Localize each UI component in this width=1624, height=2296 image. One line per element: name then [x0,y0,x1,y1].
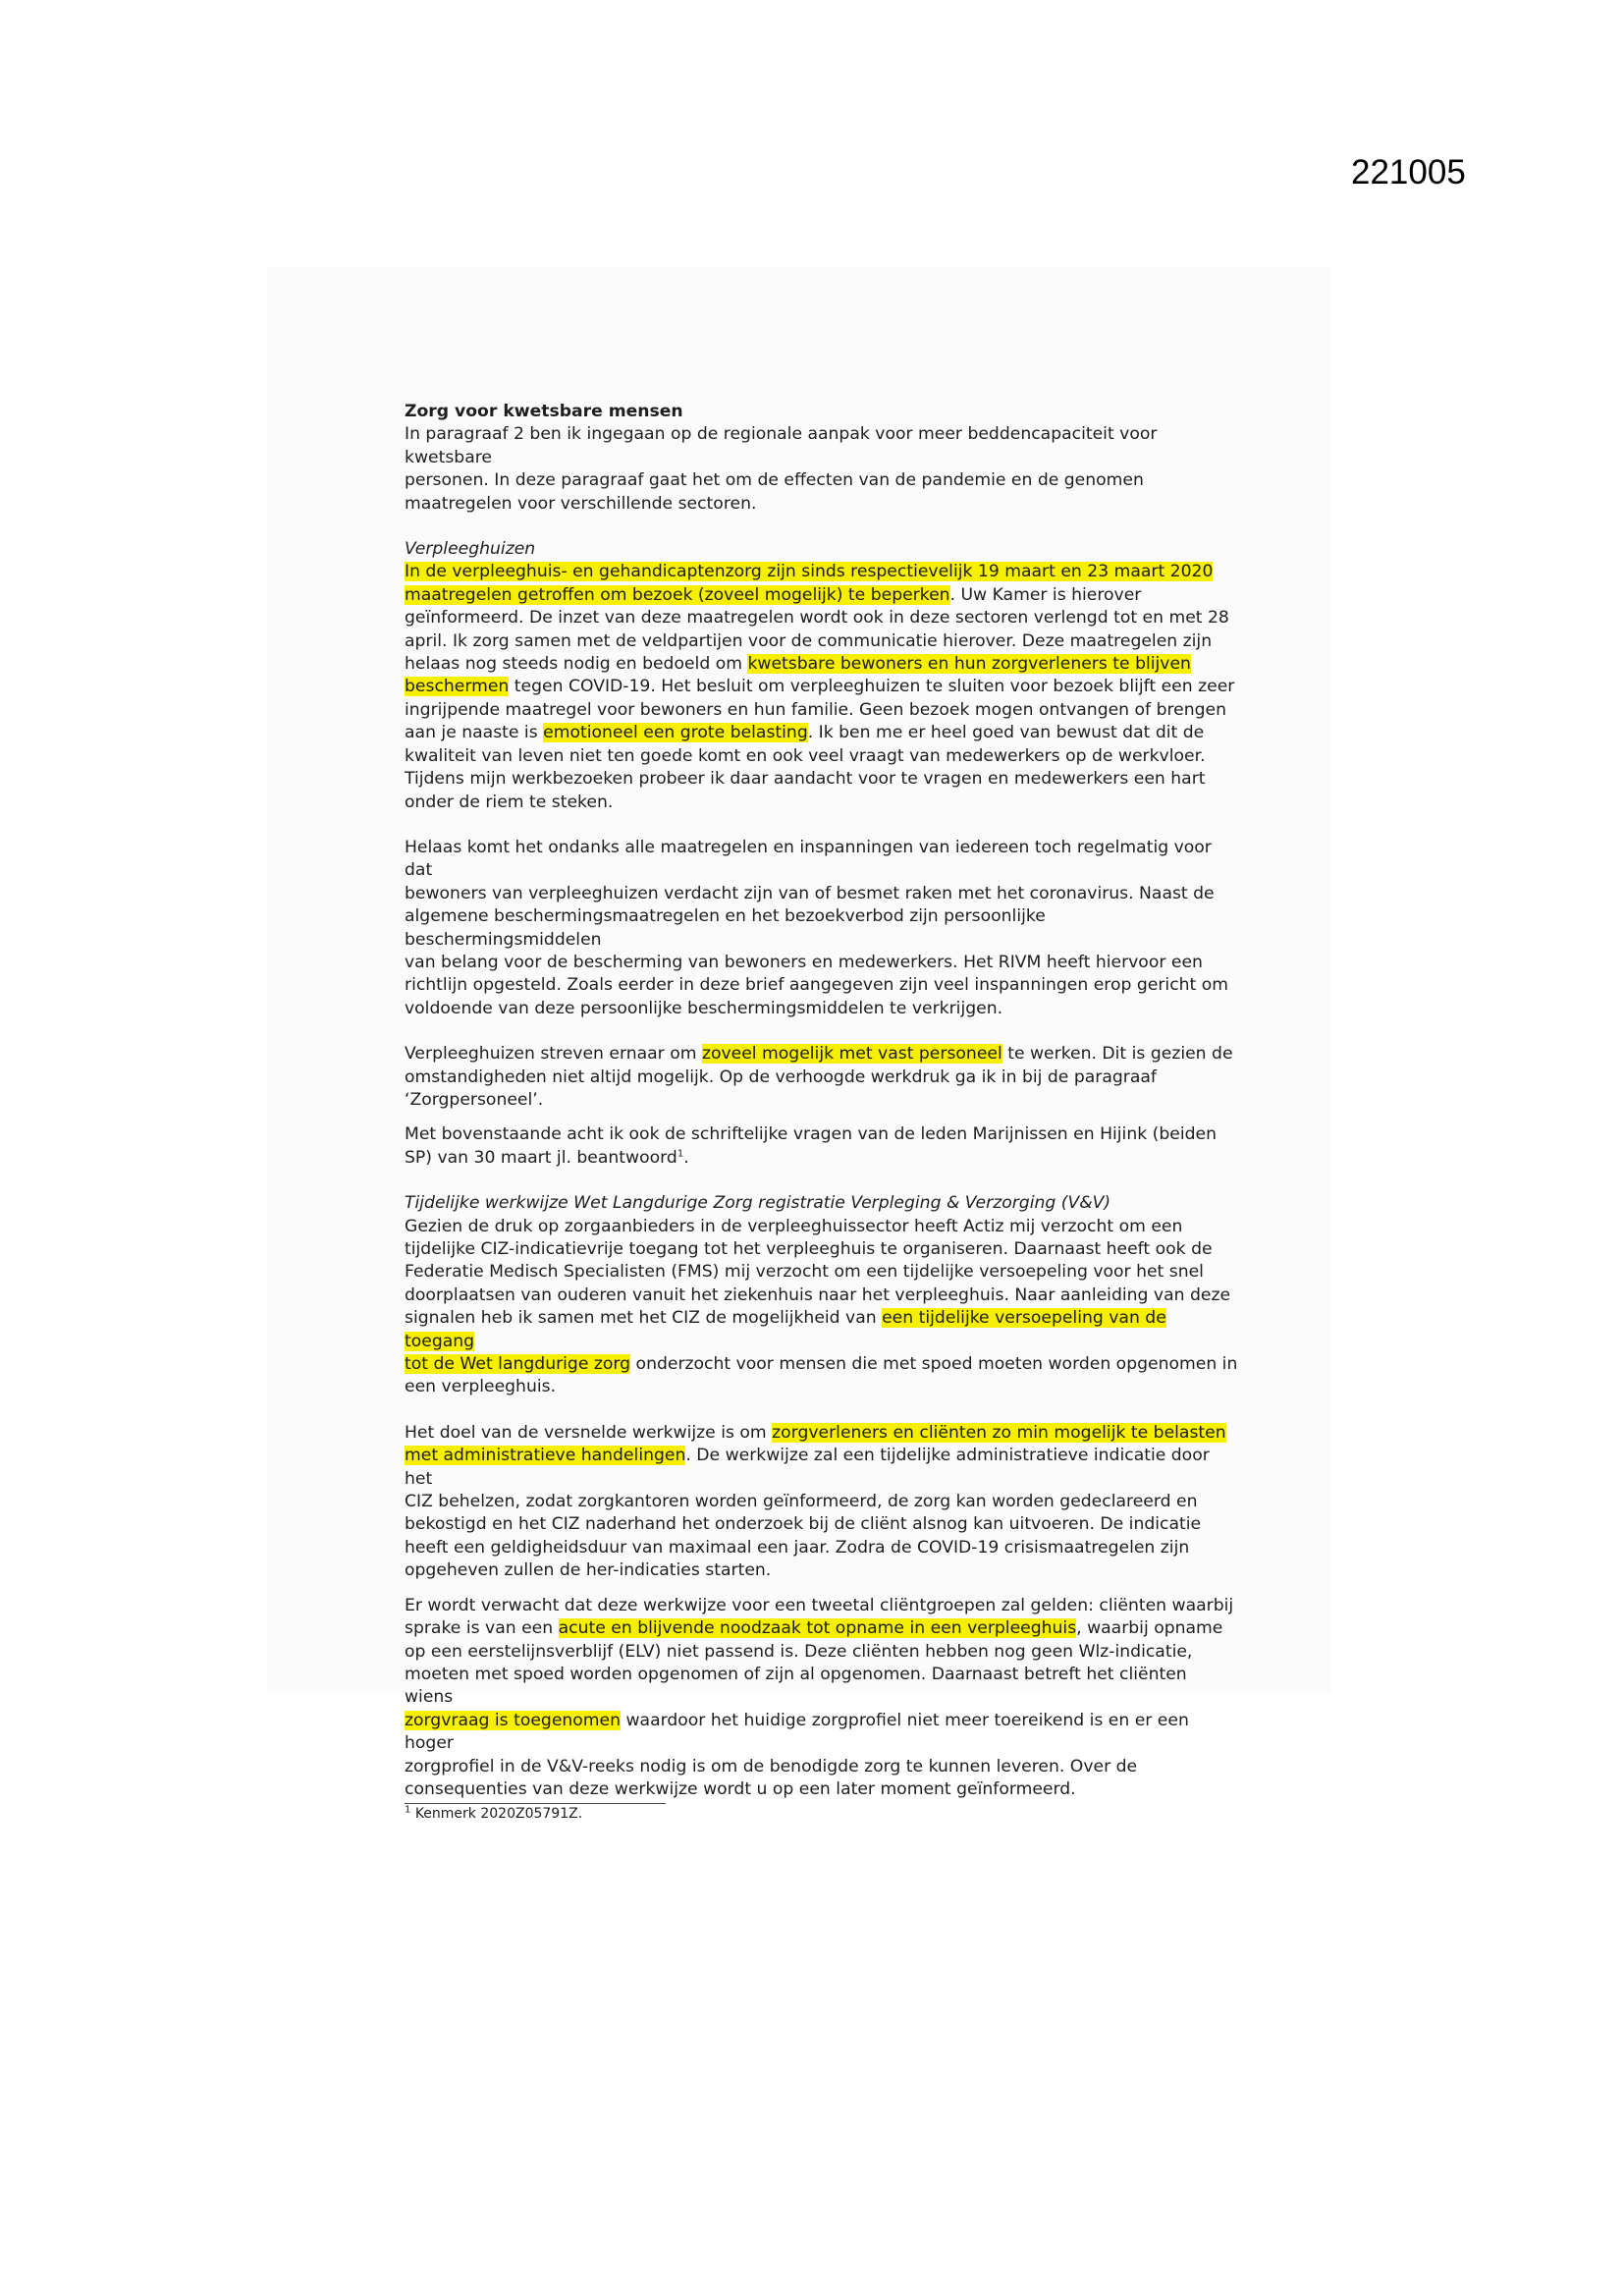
paragraph-line: ingrijpende maatregel voor bewoners en hun familie. Geen bezoek mogen ontvangen of brengen [405,699,1227,720]
paragraph-line: zorgvraag is toegenomen waardoor het huidige zorgprofiel niet meer toereikend is en er een hoger [405,1710,1189,1754]
paragraph-line: Federatie Medisch Specialisten (FMS) mij verzocht om een tijdelijke versoepeling voor het snel [405,1262,1204,1283]
subheading-verpleeghuizen: Verpleeghuizen [405,539,536,560]
paragraph-line: een verpleeghuis. [405,1377,557,1397]
paragraph-line: signalen heb ik samen met het CIZ de mogelijkheid van een tijdelijke versoepeling van de toegang [405,1308,1166,1351]
paragraph-line: algemene beschermingsmaatregelen en het bezoekverbod zijn persoonlijke beschermingsmiddelen [405,906,1046,950]
paragraph-line: aan je naaste is emotioneel een grote belasting. Ik ben me er heel goed van bewust dat dit de [405,723,1205,743]
paragraph-line: bewoners van verpleeghuizen verdacht zijn van of besmet raken met het coronavirus. Naast de [405,883,1215,903]
subheading-wlz: Tijdelijke werkwijze Wet Langdurige Zorg registratie Verpleging & Verzorging (V&V) [405,1193,1111,1214]
footnote-marker: 1 [405,1804,411,1816]
paragraph-line: sprake is van een acute en blijvende noodzaak tot opname in een verpleeghuis, waarbij opname [405,1618,1223,1639]
paragraph-line: voldoende van deze persoonlijke beschermingsmiddelen te verkrijgen. [405,998,1003,1018]
paragraph-line: maatregelen getroffen om bezoek (zoveel mogelijk) te beperken. Uw Kamer is hierover [405,584,1142,605]
paragraph-line: moeten met spoed worden opgenomen of zijn al opgenomen. Daarnaast betreft het cliënten wiens [405,1664,1187,1708]
paragraph-line: geïnformeerd. De inzet van deze maatregelen wordt ook in deze sectoren verlengd tot en met 28 [405,608,1229,629]
document-number: 221005 [1351,153,1466,191]
intro-line: personen. In deze paragraaf gaat het om de effecten van de pandemie en de genomen [405,470,1144,491]
paragraph-line: Gezien de druk op zorgaanbieders in de verpleeghuissector heeft Actiz mij verzocht om een [405,1216,1183,1236]
document-body [405,401,1239,1824]
highlight: zorgvraag is toegenomen [405,1710,622,1730]
paragraph-line: kwaliteit van leven niet ten goede komt en ook veel vraagt van medewerkers op de werkvloer. [405,745,1206,766]
paragraph-line: opgeheven zullen de her-indicaties starten. [405,1560,772,1581]
highlight: zoveel mogelijk met vast personeel [701,1044,1002,1065]
paragraph-line: bekostigd en het CIZ naderhand het onderzoek bij de cliënt alsnog kan uitvoeren. De indicatie [405,1514,1202,1535]
paragraph-line: Verpleeghuizen streven ernaar om zoveel mogelijk met vast personeel te werken. Dit is gezien de [405,1044,1233,1065]
highlight: zorgverleners en cliënten zo min mogelijk te belasten [772,1422,1226,1443]
paragraph-line: tijdelijke CIZ-indicatievrije toegang tot het verpleeghuis te organiseren. Daarnaast heeft ook de [405,1239,1213,1259]
paragraph-line: onder de riem te steken. [405,792,614,812]
highlight: tot de Wet langdurige zorg [405,1354,631,1375]
paragraph-line: omstandigheden niet altijd mogelijk. Op de verhoogde werkdruk ga ik in bij de paragraaf [405,1066,1157,1087]
paragraph-line: op een eerstelijnsverblijf (ELV) niet passend is. Deze cliënten hebben nog geen Wlz-indicatie, [405,1641,1193,1662]
paragraph-line: tot de Wet langdurige zorg onderzocht voor mensen die met spoed moeten worden opgenomen in [405,1354,1238,1375]
paragraph-line: Tijdens mijn werkbezoeken probeer ik daar aandacht voor te vragen en medewerkers een hart [405,769,1206,790]
paragraph-line: doorplaatsen van ouderen vanuit het ziekenhuis naar het verpleeghuis. Naar aanleiding van deze [405,1285,1231,1305]
intro-line: maatregelen voor verschillende sectoren. [405,493,757,514]
paragraph-line: ‘Zorgpersoneel’. [405,1089,544,1110]
paragraph-line: consequenties van deze werkwijze wordt u op een later moment geïnformeerd. [405,1778,1076,1799]
paragraph-line: Helaas komt het ondanks alle maatregelen en inspanningen van iedereen toch regelmatig voor dat [405,837,1212,881]
highlight: maatregelen getroffen om bezoek (zoveel mogelijk) te beperken [405,584,950,605]
paragraph-line: helaas nog steeds nodig en bedoeld om kwetsbare bewoners en hun zorgverleners te blijven [405,654,1191,675]
highlight: met administratieve handelingen [405,1446,686,1466]
highlight: beschermen [405,677,510,697]
paragraph-line: CIZ behelzen, zodat zorgkantoren worden geïnformeerd, de zorg kan worden gedeclareerd en [405,1492,1198,1512]
highlight: In de verpleeghuis- en gehandicaptenzorg zijn sinds respectievelijk 19 maart en 23 maart 2020 [405,562,1214,582]
intro-line: In paragraaf 2 ben ik ingegaan op de regionale aanpak voor meer beddencapaciteit voor kwetsbare [405,424,1158,467]
paragraph-line: Er wordt verwacht dat deze werkwijze voor een tweetal cliëntgroepen zal gelden: cliënten waarbij [405,1595,1234,1615]
paragraph-line: Het doel van de versnelde werkwijze is om zorgverleners en cliënten zo min mogelijk te belasten [405,1422,1226,1443]
paragraph-line: april. Ik zorg samen met de veldpartijen voor de communicatie hierover. Deze maatregelen zijn [405,630,1213,651]
paragraph-line: heeft een geldigheidsduur van maximaal een jaar. Zodra de COVID-19 crisismaatregelen zijn [405,1537,1190,1558]
paragraph-line: richtlijn opgesteld. Zoals eerder in deze brief aangegeven zijn veel inspanningen erop gericht om [405,975,1229,996]
highlight: kwetsbare bewoners en hun zorgverleners te blijven [747,654,1191,675]
paragraph-line [405,561,1239,583]
footnote: $^1$ Kenmerk 2020Z05791Z. [405,1804,583,1823]
paragraph-line: van belang voor de bescherming van bewoners en medewerkers. Het RIVM heeft hiervoor een [405,952,1203,972]
paragraph-line: met administratieve handelingen. De werkwijze zal een tijdelijke administratieve indicatie door het [405,1446,1210,1489]
paragraph-line: Met bovenstaande acht ik ook de schriftelijke vragen van de leden Marijnissen en Hijink (beiden [405,1124,1217,1145]
paragraph-line: zorgprofiel in de V&V-reeks nodig is om de benodigde zorg te kunnen leveren. Over de [405,1756,1138,1777]
footnote-reference: 1 [677,1148,684,1160]
highlight: emotioneel een grote belasting [543,723,808,743]
highlight: acute en blijvende noodzaak tot opname in een verpleeghuis [558,1618,1077,1639]
section-heading: Zorg voor kwetsbare mensen [405,402,683,421]
paragraph-line: SP) van 30 maart jl. beantwoord$^1$. [405,1147,689,1168]
paragraph-line: beschermen tegen COVID-19. Het besluit om verpleeghuizen te sluiten voor bezoek blijft een zeer [405,677,1235,697]
highlight: een tijdelijke versoepeling van de toegang [405,1308,1166,1351]
